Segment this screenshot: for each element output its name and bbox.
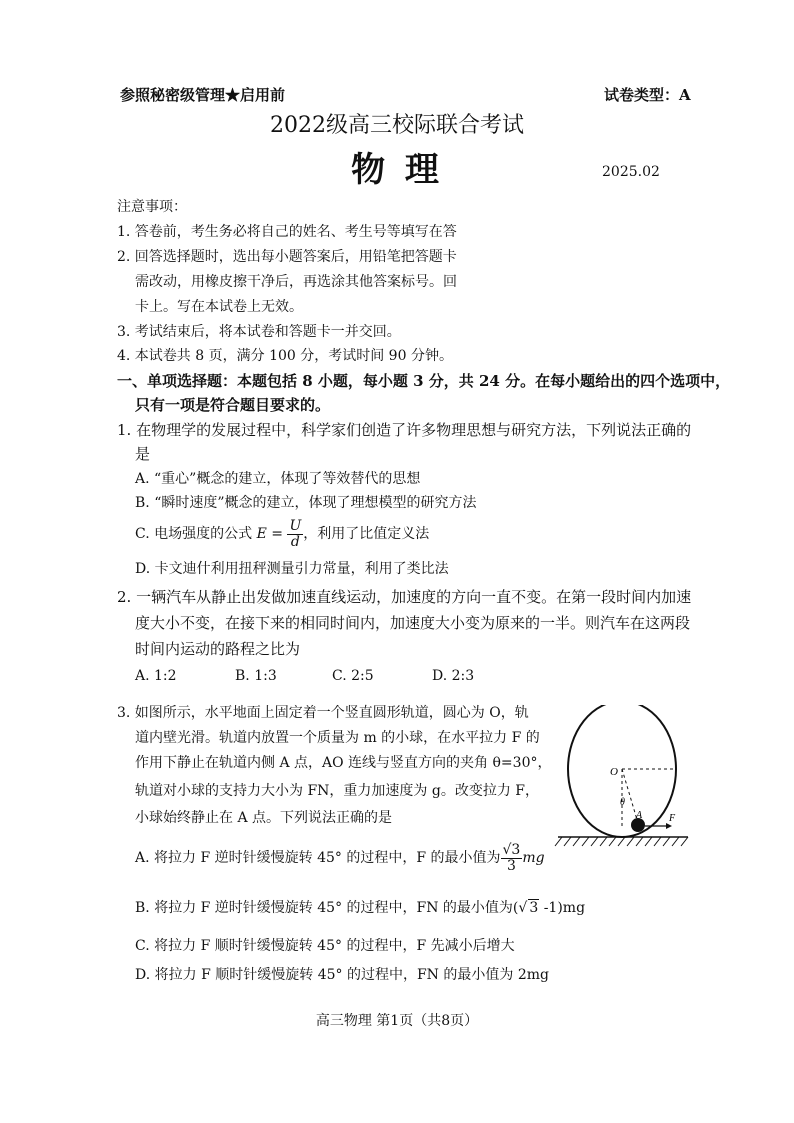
q3-stem-cont: 小球始终静止在 A 点。下列说法正确的是 <box>135 810 393 826</box>
q3-stem-cont: 轨道对小球的支持力大小为 FN，重力加速度为 g。改变拉力 F， <box>135 783 539 799</box>
q3-b-text: B. 将拉力 F 逆时针缓慢旋转 45° 的过程中，FN 的最小值为( <box>135 900 519 916</box>
q2-stem-cont: 度大小不变，在接下来的相同时间内，加速度大小变为原来的一半。则汽车在这两段 <box>135 614 691 632</box>
q1-stem-cont: 是 <box>135 445 151 463</box>
note-line: 1. 答卷前，考生务必将自己的姓名、考生号等填写在答 <box>117 224 457 240</box>
section-heading-cont: 只有一项是符合题目要求的。 <box>135 396 331 414</box>
q2-option-a: A. 1:2 <box>135 668 177 684</box>
label-theta: θ <box>620 797 625 808</box>
page-footer: 高三物理 第1页（共8页） <box>315 1013 479 1029</box>
q3-option-d: D. 将拉力 F 顺时针缓慢旋转 45° 的过程中，FN 的最小值为 2mg <box>135 967 549 983</box>
q2-stem: 2. 一辆汽车从静止出发做加速直线运动，加速度的方向一直不变。在第一段时间内加速 <box>117 588 692 606</box>
q3-b-sqrt: 3 <box>529 900 539 916</box>
q2-option-b: B. 1:3 <box>235 668 277 684</box>
q3-stem: 3. 如图所示，水平地面上固定着一个竖直圆形轨道，圆心为 O，轨 <box>117 705 529 721</box>
q1-c-den: d <box>290 533 300 550</box>
note-line: 3. 考试结束后，将本试卷和答题卡一并交回。 <box>117 324 401 340</box>
note-line: 2. 回答选择题时，选出每小题答案后，用铅笔把答题卡 <box>117 249 457 265</box>
q3-option-c: C. 将拉力 F 顺时针缓慢旋转 45° 的过程中，F 先减小后增大 <box>135 938 515 954</box>
q1-stem: 1. 在物理学的发展过程中，科学家们创造了许多物理思想与研究方法，下列说法正确的 <box>117 421 692 439</box>
notes-heading: 注意事项： <box>117 199 187 215</box>
q1-option-d: D. 卡文迪什利用扭秤测量引力常量，利用了类比法 <box>135 561 449 577</box>
q3-b-post: -1)mg <box>539 900 586 916</box>
note-line: 4. 本试卷共 8 页，满分 100 分，考试时间 90 分钟。 <box>117 348 453 364</box>
q1-c-text: C. 电场强度的公式 <box>135 526 257 542</box>
exam-title: 2022级高三校际联合考试 <box>270 113 524 138</box>
q1-option-a: A. “重心”概念的建立，体现了等效替代的思想 <box>135 471 421 487</box>
label-o: O <box>610 766 618 778</box>
q1-c-fraction <box>287 519 303 549</box>
q3-option-a <box>135 836 545 880</box>
q3-stem-cont: 道内壁光滑。轨道内放置一个质量为 m 的小球，在水平拉力 F 的 <box>135 730 540 746</box>
subject-title: 物 理 <box>351 150 443 190</box>
q1-c-text-post: ，利用了比值定义法 <box>303 526 430 542</box>
section-heading: 一、单项选择题：本题包括 8 小题，每小题 3 分，共 24 分。在每小题给出的四个选项中， <box>117 372 731 390</box>
q3-stem-cont: 作用下静止在轨道内侧 A 点，AO 连线与竖直方向的夹角 θ=30°， <box>135 755 552 771</box>
q3-a-unit: mg <box>522 850 545 866</box>
q3-a-fraction <box>501 843 523 873</box>
label-a: A <box>636 810 643 821</box>
paper-type: 试卷类型：A <box>604 86 691 104</box>
q2-option-d: D. 2:3 <box>432 668 475 684</box>
note-line: 卡上。写在本试卷上无效。 <box>135 299 303 315</box>
sqrt-sign: √ <box>518 900 528 916</box>
note-line: 需改动，用橡皮擦干净后，再选涂其他答案标号。回 <box>135 274 457 290</box>
q2-stem-cont: 时间内运动的路程之比为 <box>135 640 301 658</box>
q1-c-eq-sign: = <box>266 526 288 542</box>
q1-c-num: U <box>289 517 302 534</box>
q3-option-b <box>135 897 585 917</box>
q3-a-num: √3 <box>502 841 521 858</box>
label-f: F <box>669 813 676 824</box>
secrecy-label: 参照秘密级管理★启用前 <box>120 86 286 104</box>
q3-a-text: A. 将拉力 F 逆时针缓慢旋转 45° 的过程中，F 的最小值为 <box>135 850 501 866</box>
q1-option-b: B. “瞬时速度”概念的建立，体现了理想模型的研究方法 <box>135 495 477 511</box>
q1-option-c <box>135 514 429 554</box>
ground-hatching <box>555 837 688 846</box>
exam-date: 2025.02 <box>602 164 660 180</box>
circular-track-figure <box>550 705 690 855</box>
q1-c-eq-lhs: E <box>256 526 267 542</box>
q2-option-c: C. 2:5 <box>332 668 374 684</box>
q3-a-den: 3 <box>506 857 516 874</box>
